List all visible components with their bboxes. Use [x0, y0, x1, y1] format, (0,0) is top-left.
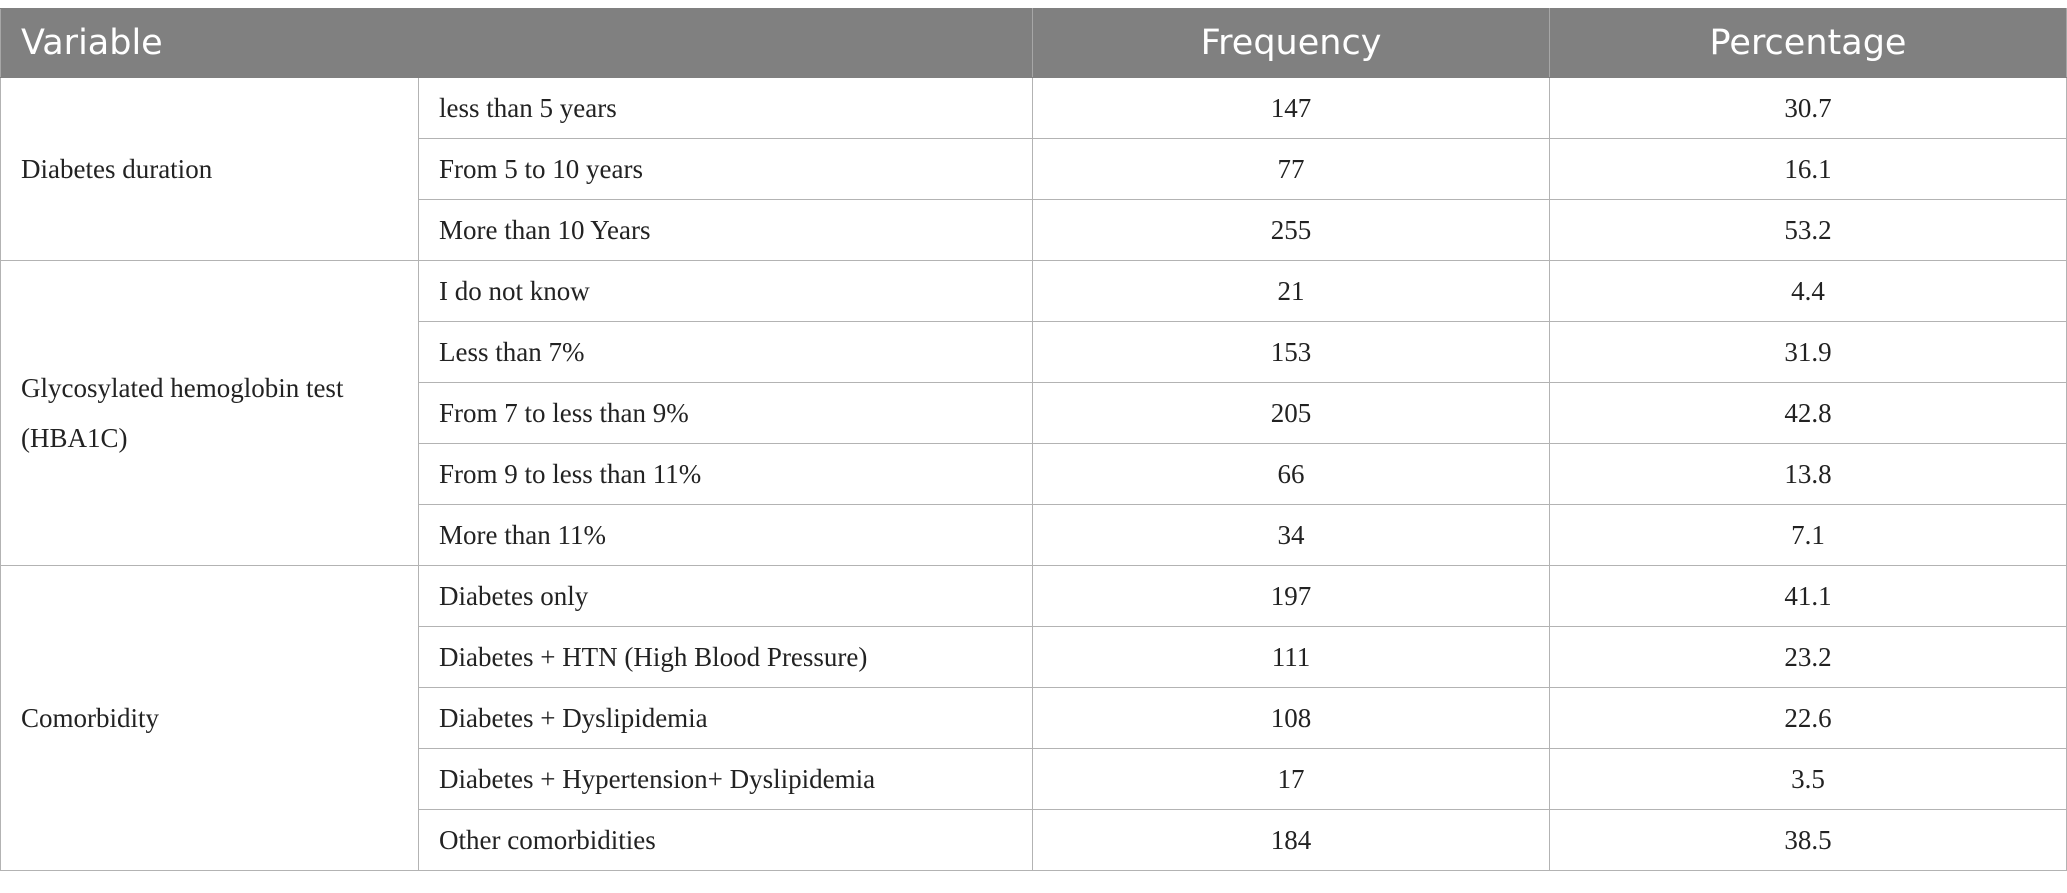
group-label: Comorbidity: [1, 566, 419, 871]
data-table: [0, 8, 2067, 871]
level-cell: less than 5 years: [419, 78, 1033, 139]
percentage-cell: 30.7: [1550, 78, 2067, 139]
header-variable: Variable: [1, 9, 1033, 78]
group-label-text: Glycosylated hemoglobin test (HBA1C): [21, 373, 344, 453]
frequency-cell: 205: [1033, 383, 1550, 444]
header-percentage: Percentage: [1550, 9, 2067, 78]
frequency-cell: 255: [1033, 200, 1550, 261]
header-frequency: Frequency: [1033, 9, 1550, 78]
table-container: [0, 8, 2067, 871]
percentage-cell: 22.6: [1550, 688, 2067, 749]
percentage-cell: 38.5: [1550, 810, 2067, 871]
table-row: [1, 78, 2067, 139]
frequency-cell: 17: [1033, 749, 1550, 810]
percentage-cell: 31.9: [1550, 322, 2067, 383]
percentage-cell: 3.5: [1550, 749, 2067, 810]
level-cell: More than 10 Years: [419, 200, 1033, 261]
percentage-cell: 7.1: [1550, 505, 2067, 566]
frequency-cell: 77: [1033, 139, 1550, 200]
frequency-cell: 184: [1033, 810, 1550, 871]
frequency-cell: 34: [1033, 505, 1550, 566]
table-row: [1, 261, 2067, 322]
level-cell: Diabetes only: [419, 566, 1033, 627]
level-cell: From 5 to 10 years: [419, 139, 1033, 200]
frequency-cell: 147: [1033, 78, 1550, 139]
percentage-cell: 53.2: [1550, 200, 2067, 261]
level-cell: Less than 7%: [419, 322, 1033, 383]
percentage-cell: 41.1: [1550, 566, 2067, 627]
header-row: [1, 9, 2067, 78]
frequency-cell: 66: [1033, 444, 1550, 505]
group-label: [1, 261, 419, 566]
group-label: Diabetes duration: [1, 78, 419, 261]
percentage-cell: 16.1: [1550, 139, 2067, 200]
level-cell: Other comorbidities: [419, 810, 1033, 871]
level-cell: From 7 to less than 9%: [419, 383, 1033, 444]
frequency-cell: 108: [1033, 688, 1550, 749]
level-cell: From 9 to less than 11%: [419, 444, 1033, 505]
percentage-cell: 13.8: [1550, 444, 2067, 505]
frequency-cell: 111: [1033, 627, 1550, 688]
table-row: [1, 566, 2067, 627]
level-cell: Diabetes + Hypertension+ Dyslipidemia: [419, 749, 1033, 810]
percentage-cell: 23.2: [1550, 627, 2067, 688]
level-cell: I do not know: [419, 261, 1033, 322]
level-cell: More than 11%: [419, 505, 1033, 566]
level-cell: Diabetes + Dyslipidemia: [419, 688, 1033, 749]
level-cell: Diabetes + HTN (High Blood Pressure): [419, 627, 1033, 688]
percentage-cell: 4.4: [1550, 261, 2067, 322]
frequency-cell: 197: [1033, 566, 1550, 627]
frequency-cell: 153: [1033, 322, 1550, 383]
frequency-cell: 21: [1033, 261, 1550, 322]
percentage-cell: 42.8: [1550, 383, 2067, 444]
